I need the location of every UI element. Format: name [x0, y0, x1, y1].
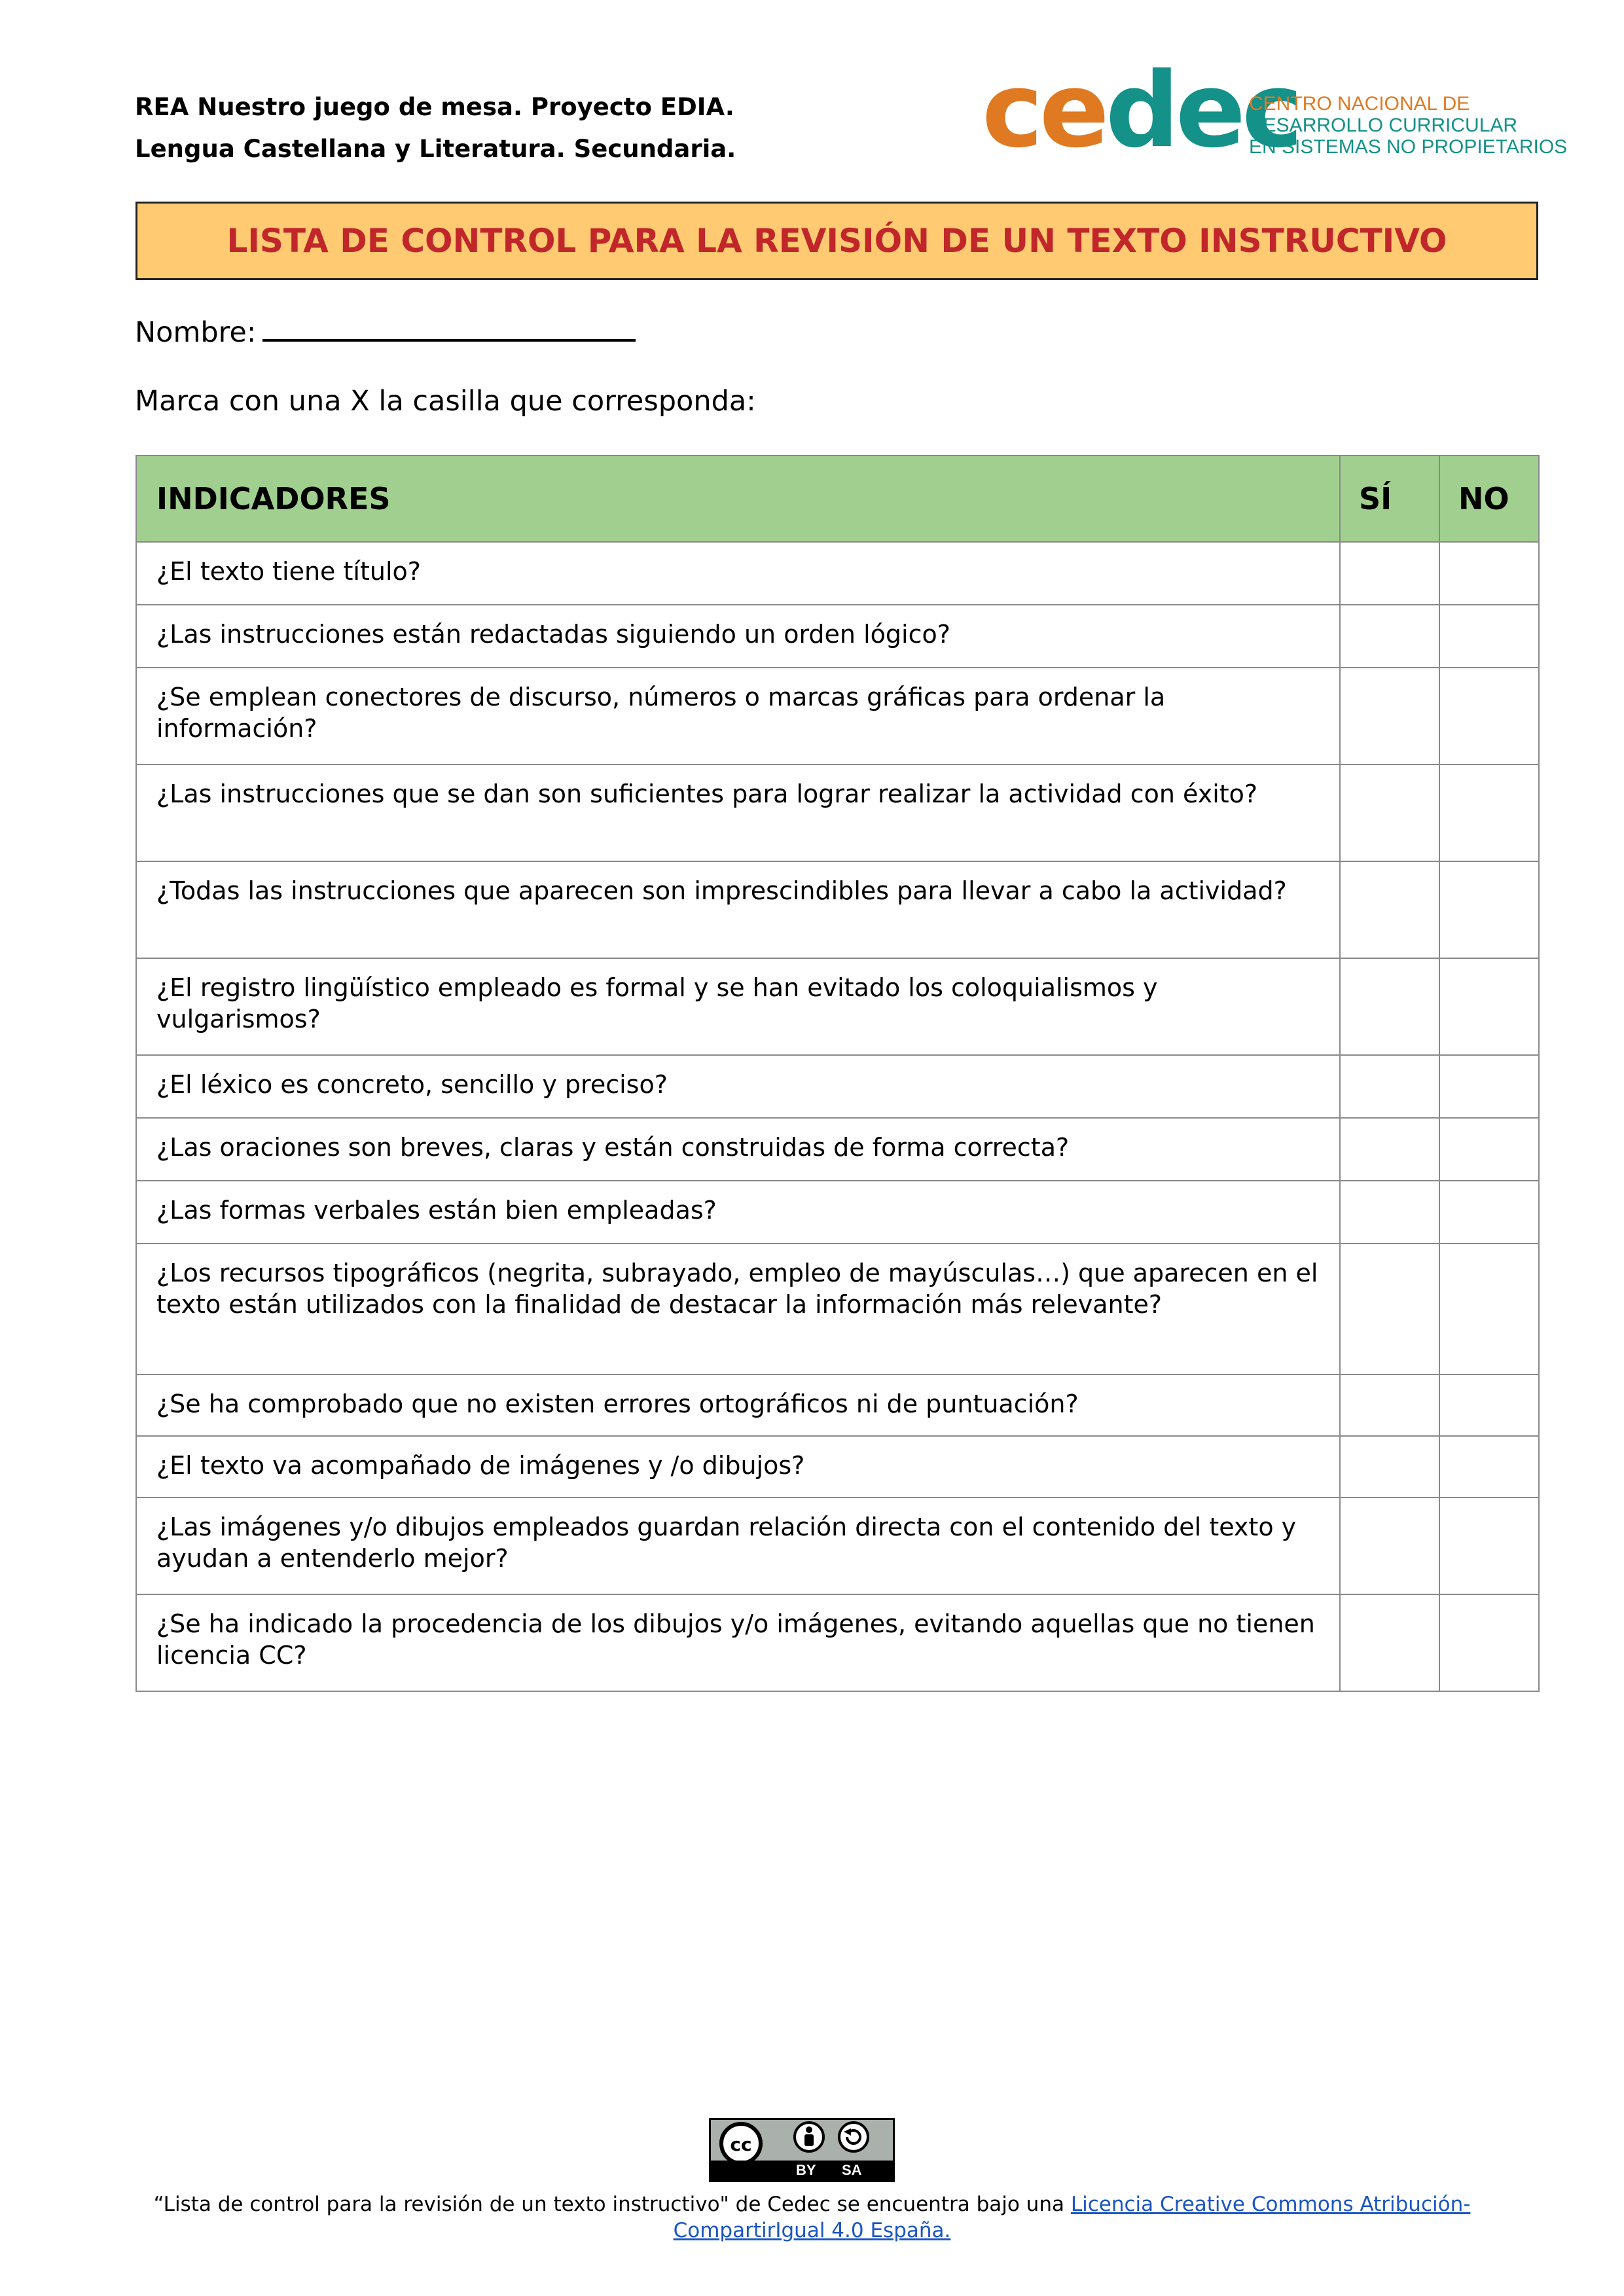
nombre-label: Nombre: — [135, 316, 257, 349]
indicator-text: ¿Las formas verbales están bien empleadas? — [136, 1181, 1340, 1244]
checkbox-no[interactable] — [1439, 605, 1539, 668]
checkbox-si[interactable] — [1340, 1498, 1439, 1594]
table-row — [136, 668, 1539, 764]
checkbox-no[interactable] — [1439, 1498, 1539, 1594]
indicator-text: ¿El texto tiene título? — [136, 542, 1340, 605]
checkbox-si[interactable] — [1340, 1374, 1439, 1436]
table-row — [136, 1118, 1539, 1181]
checkbox-no[interactable] — [1439, 1244, 1539, 1374]
indicator-text: ¿Se emplean conectores de discurso, números o marcas gráficas para ordenar la información? — [136, 668, 1340, 764]
checkbox-no[interactable] — [1439, 764, 1539, 861]
cedec-logo — [982, 50, 1568, 171]
instruction-text: Marca con una X la casilla que corresponda: — [135, 385, 756, 418]
cc-by-sa-badge[interactable] — [709, 2118, 895, 2182]
checkbox-si[interactable] — [1340, 1181, 1439, 1244]
checkbox-no[interactable] — [1439, 1055, 1539, 1118]
checklist-table — [135, 455, 1540, 1692]
checkbox-si[interactable] — [1340, 605, 1439, 668]
checkbox-no[interactable] — [1439, 668, 1539, 764]
header-si: SÍ — [1340, 456, 1439, 542]
page-title: LISTA DE CONTROL PARA LA REVISIÓN DE UN TEXTO INSTRUCTIVO — [226, 222, 1447, 260]
indicator-text: ¿El texto va acompañado de imágenes y /o dibujos? — [136, 1436, 1340, 1498]
header-indicadores: INDICADORES — [136, 456, 1340, 542]
checkbox-si[interactable] — [1340, 1436, 1439, 1498]
checkbox-no[interactable] — [1439, 1594, 1539, 1691]
checkbox-si[interactable] — [1340, 1244, 1439, 1374]
indicator-text: ¿Las imágenes y/o dibujos empleados guardan relación directa con el contenido del texto y ayudan a entenderlo mejor? — [136, 1498, 1340, 1594]
indicator-text: ¿Todas las instrucciones que aparecen son imprescindibles para llevar a cabo la actividad? — [136, 861, 1340, 958]
indicator-text: ¿Se ha indicado la procedencia de los dibujos y/o imágenes, evitando aquellas que no tienen licencia CC? — [136, 1594, 1340, 1691]
indicator-text: ¿Las instrucciones que se dan son suficientes para lograr realizar la actividad con éxito? — [136, 764, 1340, 861]
license-text: “Lista de control para la revisión de un texto instructivo" de Cedec se encuentra bajo una — [153, 2193, 1071, 2216]
indicator-text: ¿Las instrucciones están redactadas siguiendo un orden lógico? — [136, 605, 1340, 668]
checkbox-no[interactable] — [1439, 1181, 1539, 1244]
document-header — [135, 86, 736, 170]
table-row — [136, 1436, 1539, 1498]
table-header-row — [136, 456, 1539, 542]
checkbox-si[interactable] — [1340, 861, 1439, 958]
page-title-box — [135, 202, 1538, 280]
checkbox-no[interactable] — [1439, 1374, 1539, 1436]
table-row — [136, 1181, 1539, 1244]
checkbox-si[interactable] — [1340, 668, 1439, 764]
cc-icons — [711, 2120, 893, 2161]
license-footer — [79, 2191, 1545, 2244]
cedec-logo-subtitle: CENTRO NACIONAL DE DESARROLLO CURRICULAR EN SISTEMAS NO PROPIETARIOS — [1249, 93, 1568, 158]
checkbox-no[interactable] — [1439, 958, 1539, 1055]
checkbox-no[interactable] — [1439, 861, 1539, 958]
cc-sa-label: SA — [842, 2162, 862, 2178]
table-row — [136, 764, 1539, 861]
indicator-text: ¿Los recursos tipográficos (negrita, subrayado, empleo de mayúsculas…) que aparecen en el texto están utilizados con la finalidad de destacar la información más relevante? — [136, 1244, 1340, 1374]
svg-text:cc: cc — [730, 2134, 752, 2155]
checkbox-no[interactable] — [1439, 1118, 1539, 1181]
table-row — [136, 1594, 1539, 1691]
table-row — [136, 542, 1539, 605]
checkbox-si[interactable] — [1340, 542, 1439, 605]
table-row — [136, 1055, 1539, 1118]
nombre-field — [135, 314, 636, 349]
checkbox-si[interactable] — [1340, 958, 1439, 1055]
table-row — [136, 958, 1539, 1055]
table-row — [136, 861, 1539, 958]
license-link[interactable]: Licencia Creative Commons Atribución-CompartirIgual 4.0 España. — [673, 2193, 1471, 2242]
nombre-blank-line[interactable] — [262, 314, 636, 342]
checkbox-no[interactable] — [1439, 1436, 1539, 1498]
indicator-text: ¿El registro lingüístico empleado es formal y se han evitado los coloquialismos y vulgarismos? — [136, 958, 1340, 1055]
share-alike-icon — [839, 2123, 868, 2151]
header-line-2: Lengua Castellana y Literatura. Secundaria. — [135, 135, 736, 163]
cedec-logo-wordmark: cedec — [982, 50, 1299, 171]
checkbox-si[interactable] — [1340, 1055, 1439, 1118]
indicator-text: ¿Las oraciones son breves, claras y están construidas de forma correcta? — [136, 1118, 1340, 1181]
table-row — [136, 1244, 1539, 1374]
indicator-text: ¿Se ha comprobado que no existen errores ortográficos ni de puntuación? — [136, 1374, 1340, 1436]
checkbox-si[interactable] — [1340, 1118, 1439, 1181]
indicator-text: ¿El léxico es concreto, sencillo y preciso? — [136, 1055, 1340, 1118]
header-no: NO — [1439, 456, 1539, 542]
checkbox-si[interactable] — [1340, 764, 1439, 861]
table-row — [136, 1498, 1539, 1594]
table-row — [136, 605, 1539, 668]
header-line-1: REA Nuestro juego de mesa. Proyecto EDIA. — [135, 93, 734, 121]
checkbox-no[interactable] — [1439, 542, 1539, 605]
table-row — [136, 1374, 1539, 1436]
cc-by-label: BY — [796, 2162, 816, 2178]
checkbox-si[interactable] — [1340, 1594, 1439, 1691]
